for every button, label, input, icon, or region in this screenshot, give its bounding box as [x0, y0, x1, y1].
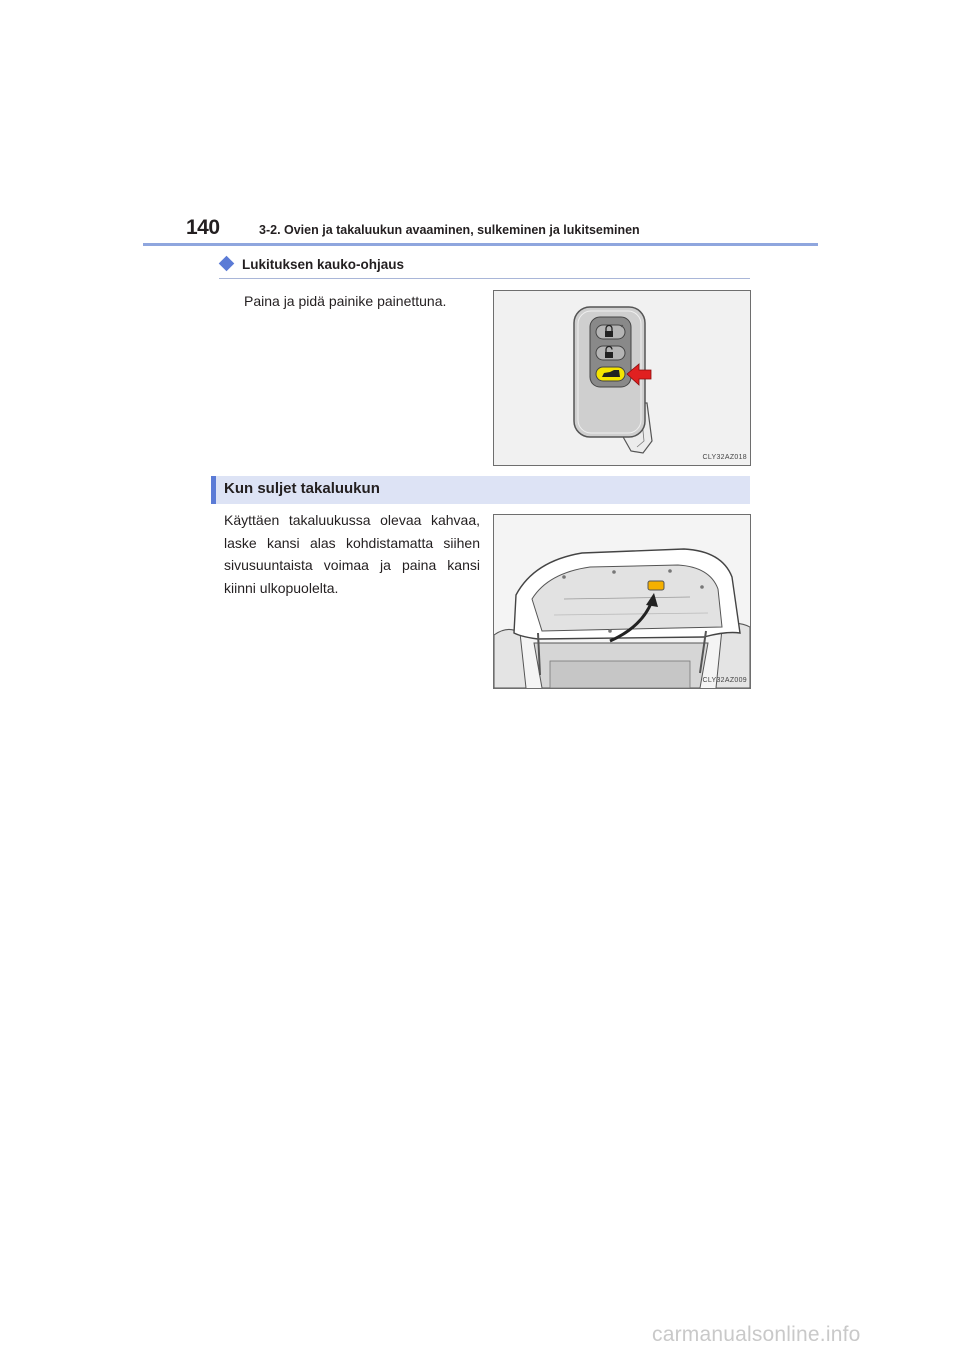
remote-instruction: Paina ja pidä painike painettuna.: [244, 293, 447, 309]
chapter-title: 3-2. Ovien ja takaluukun avaaminen, sulkeminen ja lukitseminen: [259, 223, 640, 237]
subheading-remote-text: Lukituksen kauko-ohjaus: [242, 257, 405, 272]
section-title: Kun suljet takaluukun: [224, 480, 380, 497]
key-fob-figure: [493, 290, 751, 466]
watermark: carmanualsonline.info: [652, 1323, 861, 1346]
section-title-bar: [211, 476, 750, 504]
section-accent-bar: [211, 476, 216, 504]
key-fob-illustration: [494, 291, 750, 465]
subheading-remote: [219, 256, 750, 279]
trunk-lid-illustration: [494, 515, 750, 688]
page-number: 140: [186, 216, 220, 239]
header-rule: [143, 243, 818, 246]
figure-code-key: CLY32AZ018: [702, 454, 747, 461]
trunk-lid-figure: [493, 514, 751, 689]
figure-code-trunk: CLY32AZ009: [702, 677, 747, 684]
closing-instruction: Käyttäen takaluukussa olevaa kahvaa, laske kansi alas kohdistamatta siihen sivusuuntaista voimaa ja paina kansi kiinni ulkopuolelta.: [224, 512, 480, 596]
diamond-bullet-icon: [219, 256, 235, 272]
